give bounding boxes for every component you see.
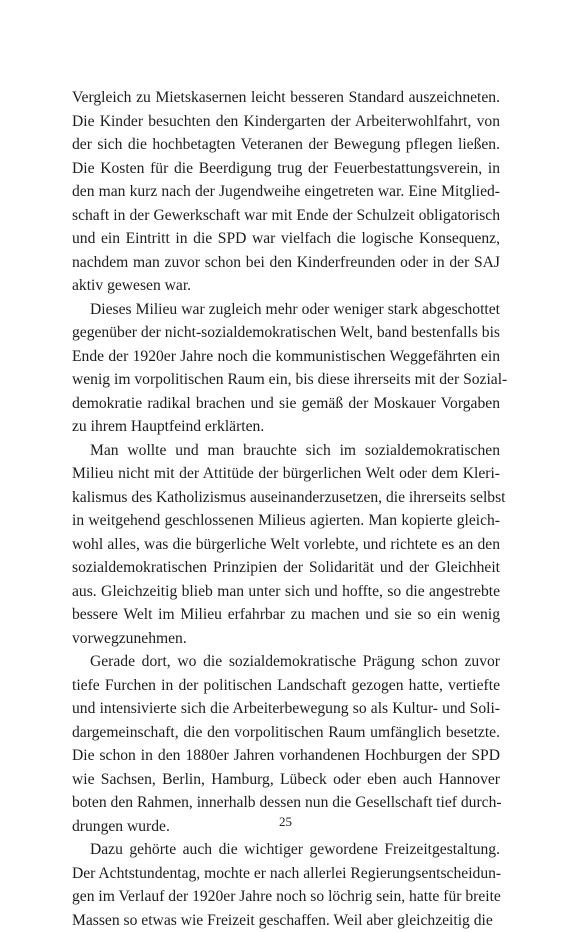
text-line: aus. Gleichzeitig blieb man unter sich und hoffte, so die angestrebte bbox=[72, 580, 500, 604]
text-line: und ein Eintritt in die SPD war vielfach die logische Konsequenz, bbox=[72, 227, 500, 251]
text-line: Gerade dort, wo die sozialdemokratische Prägung schon zuvor bbox=[72, 650, 500, 674]
text-line: Milieu nicht mit der Attitüde der bürgerlichen Welt oder dem Kleri- bbox=[72, 462, 500, 486]
text-line: aktiv gewesen war. bbox=[72, 274, 500, 298]
text-line: den man kurz nach der Jugendweihe eingetreten war. Eine Mitglied- bbox=[72, 180, 500, 204]
body-text bbox=[72, 86, 500, 932]
text-line: der sich die hochbetagten Veteranen der Bewegung pflegen ließen. bbox=[72, 133, 500, 157]
text-line: Die Kinder besuchten den Kindergarten der Arbeiterwohlfahrt, von bbox=[72, 110, 500, 134]
text-line: Dazu gehörte auch die wichtiger gewordene Freizeitgestaltung. bbox=[72, 838, 500, 862]
paragraph bbox=[72, 650, 500, 838]
text-line: und intensivierte sich die Arbeiterbewegung so als Kultur- und Soli- bbox=[72, 697, 500, 721]
text-line: Vergleich zu Mietskasernen leicht besseren Standard auszeichneten. bbox=[72, 86, 500, 110]
text-line: Die Kosten für die Beerdigung trug der Feuerbestattungsverein, in bbox=[72, 157, 500, 181]
text-line: tiefe Furchen in der politischen Landschaft gezogen hatte, vertiefte bbox=[72, 674, 500, 698]
text-line: Der Achtstundentag, mochte er nach allerlei Regierungsentscheidun- bbox=[72, 862, 500, 886]
text-line: boten den Rahmen, innerhalb dessen nun die Gesellschaft tief durch- bbox=[72, 791, 500, 815]
paragraph bbox=[72, 439, 500, 651]
text-line: demokratie radikal brachen und sie gemäß der Moskauer Vorgaben bbox=[72, 392, 500, 416]
text-line: Dieses Milieu war zugleich mehr oder weniger stark abgeschottet bbox=[72, 298, 500, 322]
text-line: dargemeinschaft, die den vorpolitischen Raum umfänglich besetzte. bbox=[72, 721, 500, 745]
text-line: Man wollte und man brauchte sich im sozialdemokratischen bbox=[72, 439, 500, 463]
paragraph bbox=[72, 838, 500, 932]
text-line: zu ihrem Hauptfeind erklärten. bbox=[72, 415, 500, 439]
text-line: bessere Welt im Milieu erfahrbar zu machen und sie so ein wenig bbox=[72, 603, 500, 627]
text-line: wohl alles, was die bürgerliche Welt vorlebte, und richtete es an den bbox=[72, 533, 500, 557]
text-line: drungen wurde. bbox=[72, 815, 500, 839]
text-line: kalismus des Katholizismus auseinanderzusetzen, die ihrerseits selbst bbox=[72, 486, 500, 510]
text-line: schaft in der Gewerkschaft war mit Ende der Schulzeit obligatorisch bbox=[72, 204, 500, 228]
text-line: Massen so etwas wie Freizeit geschaffen. Weil aber gleichzeitig die bbox=[72, 909, 500, 932]
text-line: Die schon in den 1880er Jahren vorhandenen Hochburgen der SPD bbox=[72, 744, 500, 768]
text-line: in weitgehend geschlossenen Milieus agierten. Man kopierte gleich- bbox=[72, 509, 500, 533]
text-line: gen im Verlauf der 1920er Jahre noch so löchrig sein, hatte für breite bbox=[72, 885, 500, 909]
paragraph bbox=[72, 86, 500, 298]
text-line: wie Sachsen, Berlin, Hamburg, Lübeck oder eben auch Hannover bbox=[72, 768, 500, 792]
text-line: Ende der 1920er Jahre noch die kommunistischen Weggefährten ein bbox=[72, 345, 500, 369]
text-line: nachdem man zuvor schon bei den Kinderfreunden oder in der SAJ bbox=[72, 251, 500, 275]
text-line: vorwegzunehmen. bbox=[72, 627, 500, 651]
paragraph bbox=[72, 298, 500, 439]
page-number: 25 bbox=[0, 814, 571, 830]
text-line: wenig im vorpolitischen Raum ein, bis diese ihrerseits mit der Sozial- bbox=[72, 368, 500, 392]
text-line: gegenüber der nicht-sozialdemokratischen Welt, band bestenfalls bis bbox=[72, 321, 500, 345]
text-line: sozialdemokratischen Prinzipien der Solidarität und der Gleichheit bbox=[72, 556, 500, 580]
